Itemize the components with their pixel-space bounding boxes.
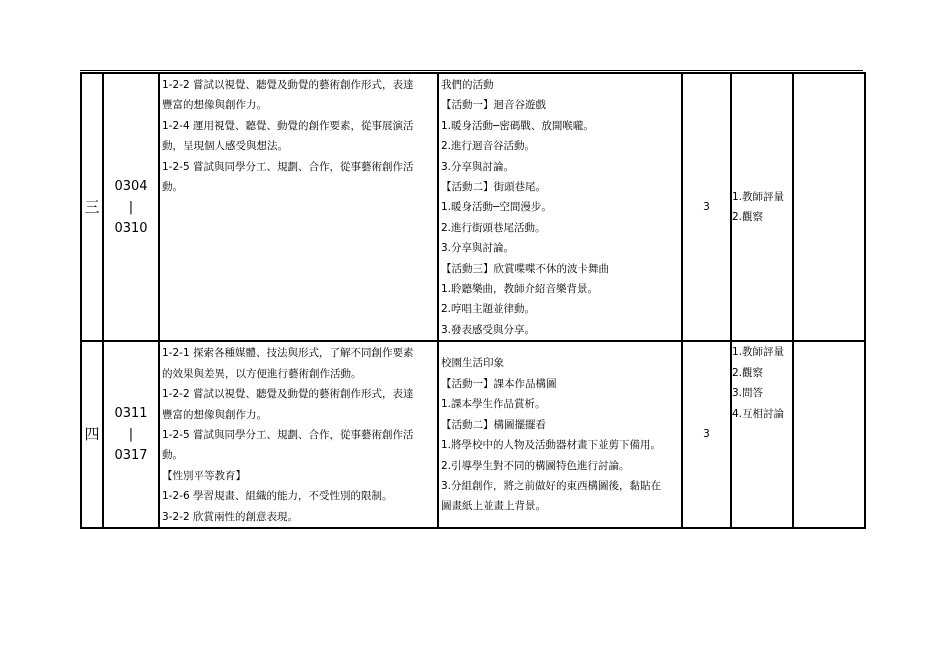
- assessment-cell: [731, 73, 793, 341]
- week-cell: [81, 341, 103, 528]
- activity-line: 【活動三】欣賞喋喋不休的波卡舞曲: [441, 262, 609, 275]
- activity-line: 3.分享與討論。: [441, 160, 515, 173]
- week-cell: [81, 73, 103, 341]
- date-end: 0317: [114, 448, 148, 464]
- assessment-item: 3.問答: [732, 387, 764, 400]
- date-start: 0304: [114, 178, 148, 194]
- activities-cell: [438, 73, 682, 341]
- indicator-line: 1-2-6 學習規畫、組織的能力，不受性別的限制。: [162, 490, 393, 503]
- activity-line: 1.課本學生作品賞析。: [441, 398, 546, 411]
- date-end: 0310: [114, 220, 148, 236]
- activity-line: 【活動二】街頭巷尾。: [441, 181, 546, 194]
- indicator-line: 豐富的想像與創作力。: [162, 408, 267, 421]
- activity-line: 【活動一】課本作品構圖: [441, 377, 557, 390]
- periods-cell: [682, 73, 731, 341]
- week-label: 三: [84, 197, 100, 216]
- notes-cell: [793, 341, 865, 528]
- date-start: 0311: [114, 406, 148, 422]
- date-separator: |: [128, 199, 134, 215]
- periods-value: 3: [703, 200, 710, 213]
- indicator-line: 1-2-4 運用視覺、聽覺、動覺的創作要素，從事展演活: [162, 119, 414, 132]
- indicator-line: 1-2-5 嘗試與同學分工、規劃、合作，從事藝術創作活: [162, 428, 414, 441]
- activity-line: 2.進行迴音谷活動。: [441, 140, 536, 153]
- activity-line: 圖畫紙上並畫上背景。: [441, 500, 546, 513]
- indicator-line: 【性別平等教育】: [162, 469, 246, 482]
- assessment-item: 1.教師評量: [732, 190, 785, 203]
- notes-cell: [793, 73, 865, 341]
- assessment-item: 4.互相討論: [732, 407, 785, 420]
- activity-line: 2.進行街頭巷尾活動。: [441, 221, 546, 234]
- indicator-line: 3-2-2 欣賞兩性的創意表現。: [162, 510, 298, 523]
- activity-line: 3.發表感受與分享。: [441, 323, 536, 336]
- periods-cell: [682, 341, 731, 528]
- indicator-line: 動。: [162, 181, 183, 194]
- table-row: [81, 341, 865, 528]
- top-rule: [80, 70, 863, 71]
- assessment-item: 1.教師評量: [732, 346, 785, 359]
- indicator-line: 1-2-2 嘗試以視覺、聽覺及動覺的藝術創作形式，表達: [162, 79, 414, 91]
- indicator-line: 動，呈現個人感受與想法。: [162, 140, 288, 153]
- activity-line: 3.分組創作，將之前做好的東西構圖後，黏貼在: [441, 479, 662, 492]
- assessment-item: 2.觀察: [732, 211, 764, 224]
- activity-line: 1.將學校中的人物及活動器材畫下並剪下備用。: [441, 439, 662, 452]
- indicators-cell: [159, 73, 438, 341]
- activities-cell: [438, 341, 682, 528]
- activity-line: 我們的活動: [441, 79, 494, 91]
- periods-value: 3: [703, 428, 710, 441]
- lesson-plan-table: [80, 72, 866, 529]
- activity-line: 校園生活印象: [441, 357, 504, 370]
- indicator-line: 豐富的想像與創作力。: [162, 99, 267, 112]
- indicator-line: 1-2-1 探索各種媒體、技法與形式，了解不同創作要素: [162, 347, 414, 360]
- activity-line: 2.哼唱主題並律動。: [441, 303, 536, 316]
- indicator-line: 1-2-5 嘗試與同學分工、規劃、合作，從事藝術創作活: [162, 160, 414, 173]
- assessment-item: 2.觀察: [732, 366, 764, 379]
- indicator-line: 動。: [162, 449, 183, 462]
- week-label: 四: [84, 425, 100, 444]
- indicator-line: 的效果與差異，以方便進行藝術創作活動。: [162, 367, 362, 380]
- activity-line: 3.分享與討論。: [441, 242, 515, 255]
- activity-line: 1.聆聽樂曲，教師介紹音樂背景。: [441, 283, 599, 296]
- assessment-cell: [731, 341, 793, 528]
- date-range-cell: [103, 341, 159, 528]
- indicators-cell: [159, 341, 438, 528]
- activity-line: 1.暖身活動─空間漫步。: [441, 201, 552, 214]
- activity-line: 2.引導學生對不同的構圖特色進行討論。: [441, 459, 630, 472]
- date-separator: |: [128, 427, 134, 443]
- indicator-line: 1-2-2 嘗試以視覺、聽覺及動覺的藝術創作形式，表達: [162, 388, 414, 401]
- activity-line: 【活動二】構圖擺擺看: [441, 418, 546, 431]
- activity-line: 1.暖身活動─密碼戰、放開喉嚨。: [441, 119, 594, 132]
- table-row: [81, 73, 865, 341]
- activity-line: 【活動一】迴音谷遊戲: [441, 99, 546, 112]
- date-range-cell: [103, 73, 159, 341]
